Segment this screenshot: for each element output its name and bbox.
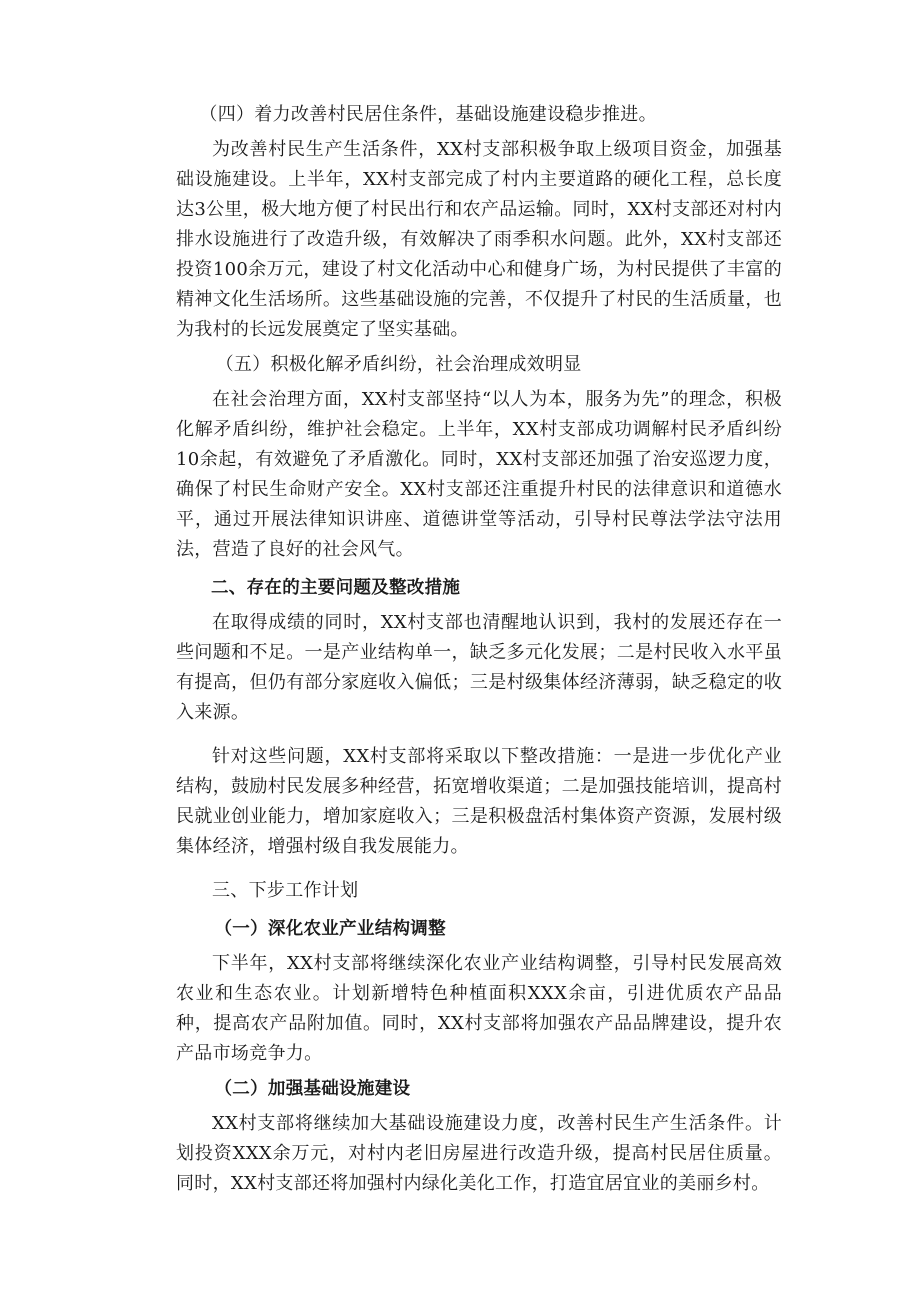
part-3-sub-2-paragraph: XX村支部将继续加大基础设施建设力度，改善村民生产生活条件。计划投资XXX余万元，对村内老旧房屋进行改造升级，提高村民居住质量。同时，XX村支部还将加强村内绿化美化工作，打造宜居宜业的美丽乡村。 [176,1113,782,1194]
section-5-paragraph: 在社会治理方面，XX村支部坚持“以人为本，服务为先”的理念，积极化解矛盾纠纷，维护社会稳定。上半年，XX村支部成功调解村民矛盾纠纷10余起，有效避免了矛盾激化。同时，XX村支部还加强了治安巡逻力度，确保了村民生命财产安全。XX村支部还注重提升村民的法律意识和道德水平，通过开展法律知识讲座、道德讲堂等活动，引导村民尊法学法守法用法，营造了良好的社会风气。 [176,389,782,560]
section-heading-4: （四）着力改善村民居住条件，基础设施建设稳步推进。 [199,104,657,125]
part-3-sub-2-heading: （二）加强基础设施建设 [214,1079,411,1099]
part-2-paragraph-2: 针对这些问题，XX村支部将采取以下整改措施：一是进一步优化产业结构，鼓励村民发展多种经营，拓宽增收渠道；二是加强技能培训，提高村民就业创业能力，增加家庭收入；三是积极盘活村集体资产资源，发展村级集体经济，增强村级自我发展能力。 [176,746,782,857]
part-2-paragraph-1: 在取得成绩的同时，XX村支部也清醒地认识到，我村的发展还存在一些问题和不足。一是产业结构单一，缺乏多元化发展；二是村民收入水平虽有提高，但仍有部分家庭收入偏低；三是村级集体经济薄弱，缺乏稳定的收入来源。 [176,612,782,723]
part-3-sub-1-paragraph: 下半年，XX村支部将继续深化农业产业结构调整，引导村民发展高效农业和生态农业。计划新增特色种植面积XXX余亩，引进优质农产品品种，提高农产品附加值。同时，XX村支部将加强农产品品牌建设，提升农产品市场竞争力。 [176,953,782,1064]
part-3-heading: 三、下步工作计划 [212,880,359,901]
document-body [176,100,782,1199]
section-4-paragraph: 为改善村民生产生活条件，XX村支部积极争取上级项目资金，加强基础设施建设。上半年，XX村支部完成了村内主要道路的硬化工程，总长度达3公里，极大地方便了村民出行和农产品运输。同时，XX村支部还对村内排水设施进行了改造升级，有效解决了雨季积水问题。此外，XX村支部还投资100余万元，建设了村文化活动中心和健身广场，为村民提供了丰富的精神文化生活场所。这些基础设施的完善，不仅提升了村民的生活质量，也为我村的长远发展奠定了坚实基础。 [176,139,782,340]
section-heading-5: （五）积极化解矛盾纠纷，社会治理成效明显 [215,354,582,375]
part-3-sub-1-heading: （一）深化农业产业结构调整 [214,919,446,939]
part-2-heading: 二、存在的主要问题及整改措施 [211,578,461,598]
